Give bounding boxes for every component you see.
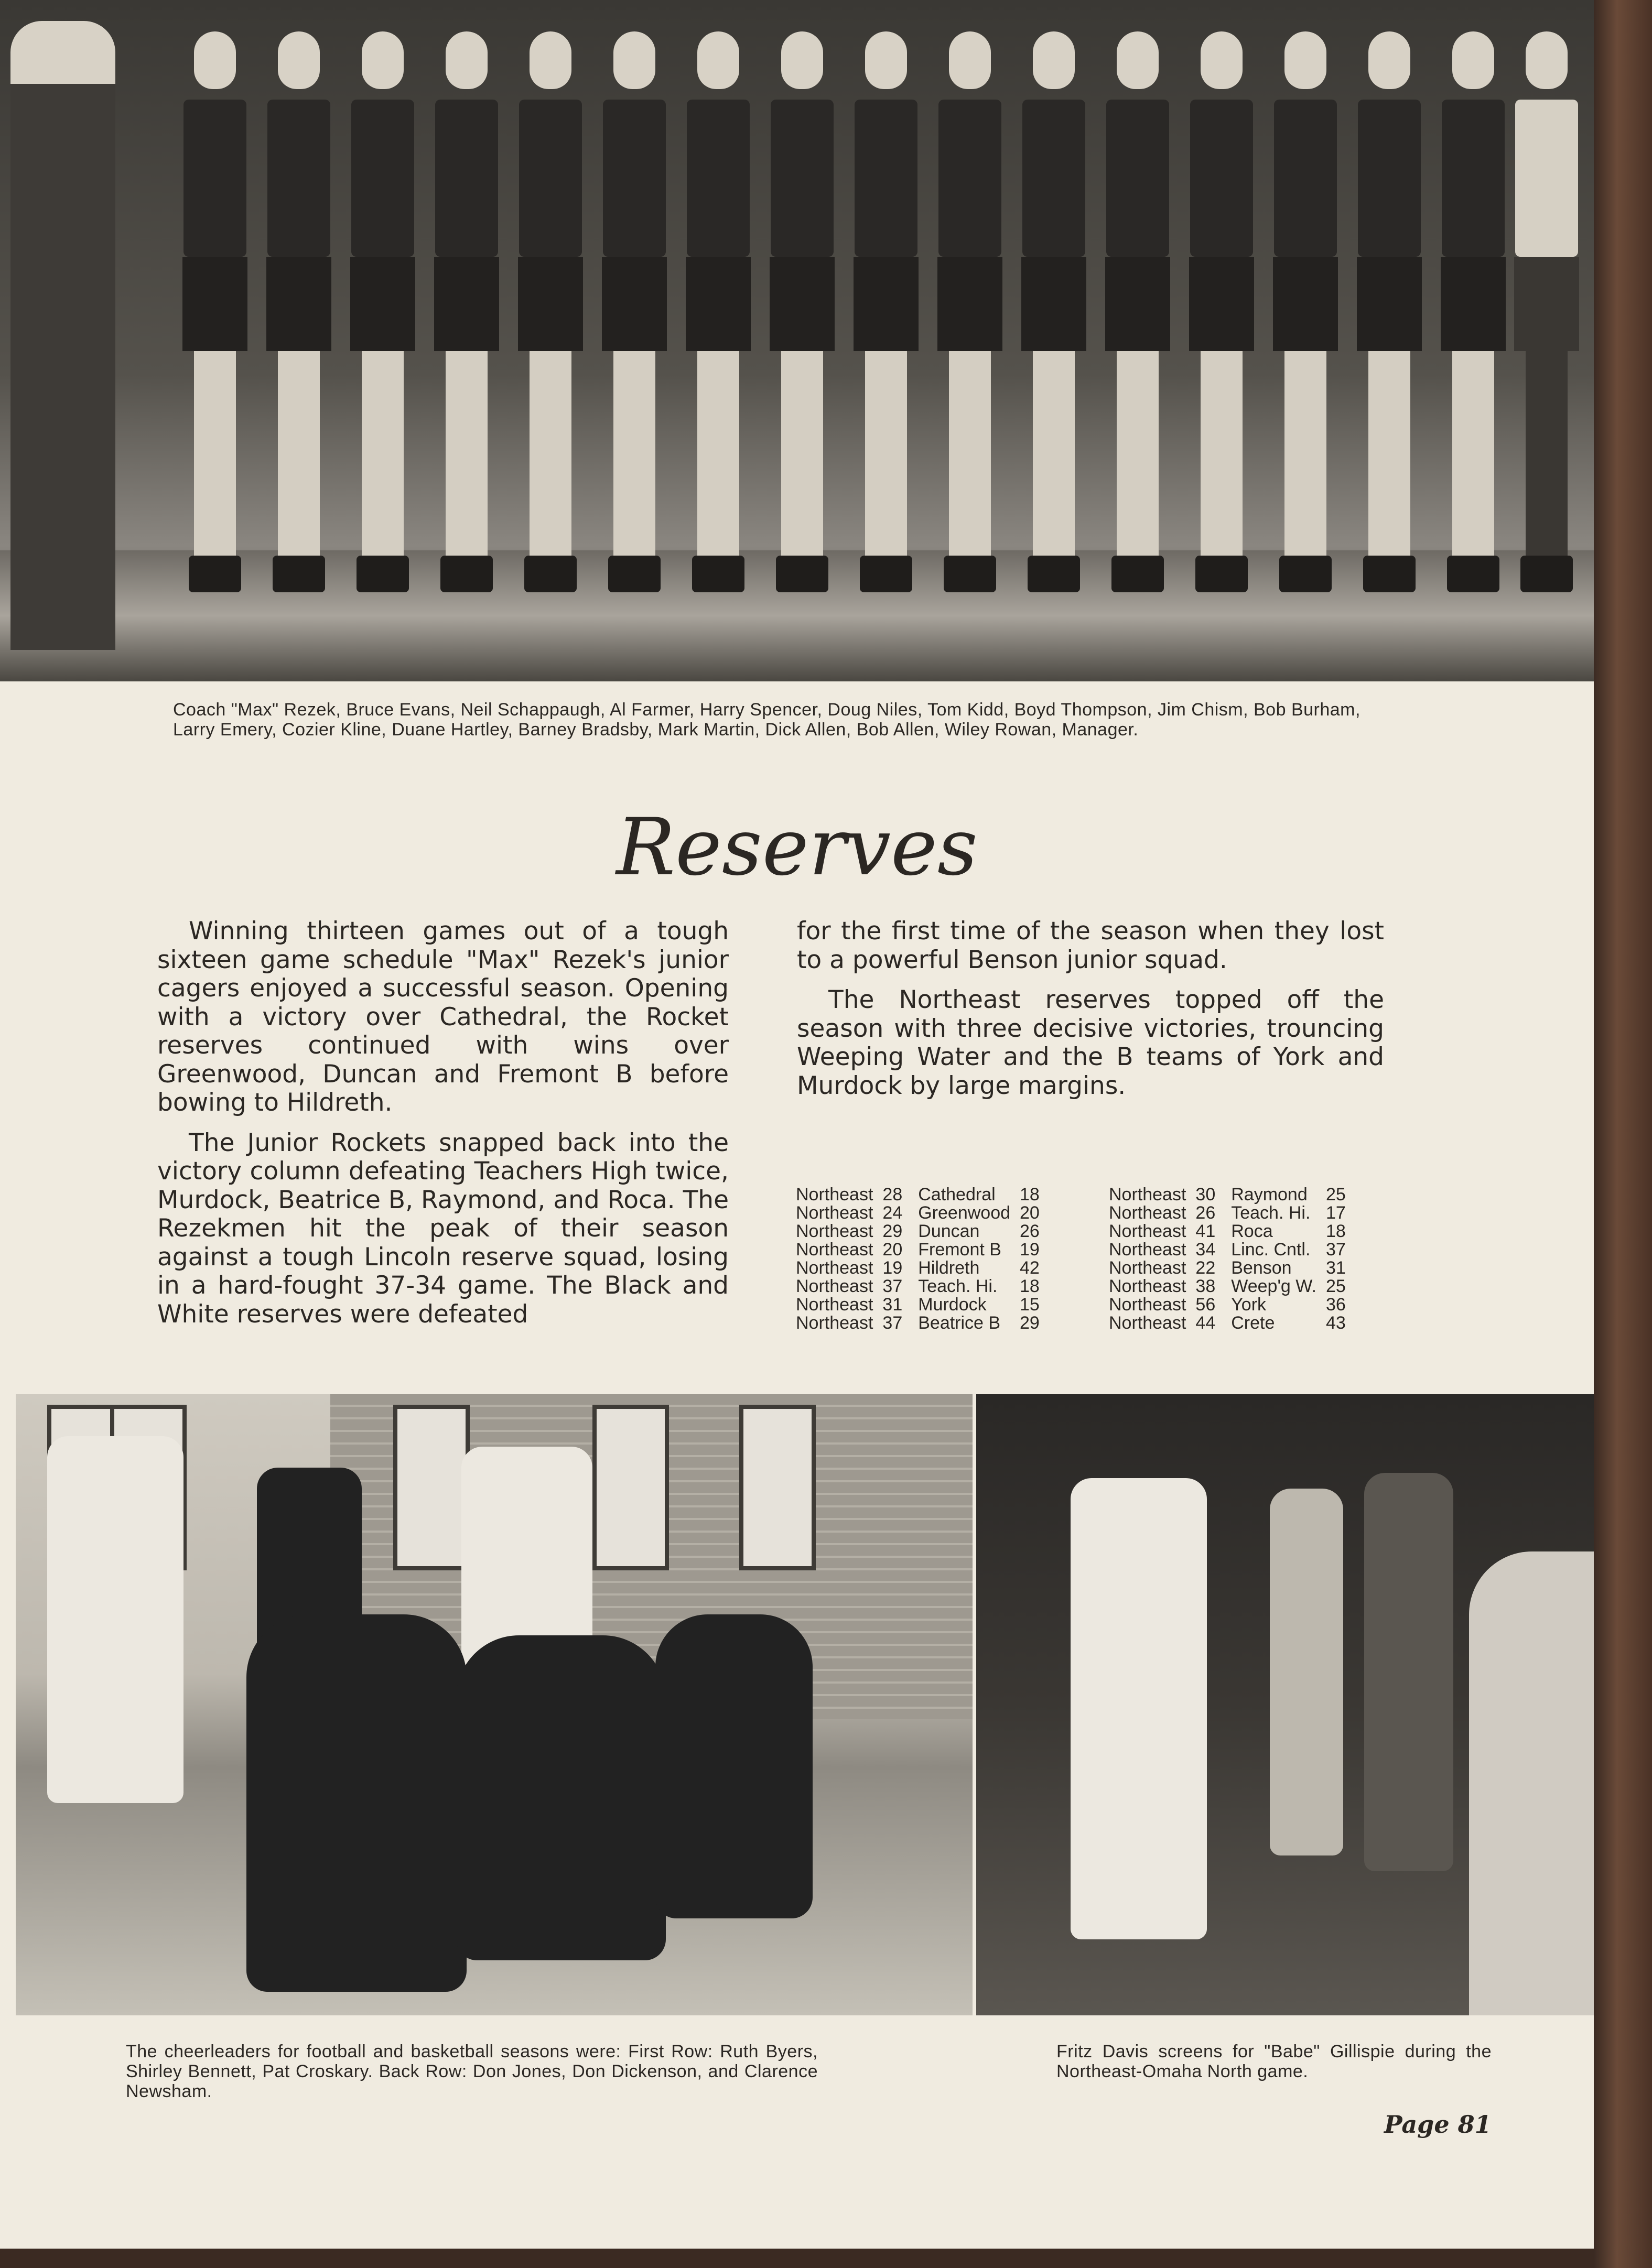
player-figure xyxy=(1353,31,1426,598)
team-score: 37 xyxy=(882,1313,903,1333)
team-name: Northeast xyxy=(796,1276,873,1296)
article-paragraph: The Junior Rockets snapped back into the victory column defeating Teachers High twice, Murdock, Beatrice B, Raymond, and Roca. The Rezekmen hit the peak of their season against a tough Lincoln reserve squad, losing in a hard-fought 37-34 game. The Black and White reserves were defeated xyxy=(157,1128,729,1329)
player-figure xyxy=(1364,1473,1453,1871)
score-table-right xyxy=(1109,1186,1346,1332)
team-name: Northeast xyxy=(796,1240,873,1260)
opponent-name: York xyxy=(1231,1295,1267,1315)
opponent-score: 17 xyxy=(1325,1203,1346,1223)
score-row xyxy=(1109,1277,1346,1296)
team-score: 29 xyxy=(882,1221,903,1241)
score-row xyxy=(796,1259,1040,1277)
team-name: Northeast xyxy=(1109,1276,1186,1296)
opponent-score: 42 xyxy=(1020,1258,1040,1278)
score-row xyxy=(796,1296,1040,1314)
player-figure xyxy=(1101,31,1174,598)
team-photo-caption: Coach "Max" Rezek, Bruce Evans, Neil Schappaugh, Al Farmer, Harry Spencer, Doug Niles, Tom Kidd, Boyd Thompson, Jim Chism, Bob Burham, Larry Emery, Cozier Kline, Duane Hartley, Barney Bradsby, Mark Martin, Dick Allen, Bob Allen, Wiley Rowan, Manager. xyxy=(173,700,1361,740)
team-name: Northeast xyxy=(1109,1221,1186,1241)
team-name: Northeast xyxy=(796,1185,873,1204)
book-binding xyxy=(1594,0,1652,2268)
opponent-score: 18 xyxy=(1325,1221,1346,1241)
window xyxy=(592,1405,669,1570)
opponent-name: Duncan xyxy=(918,1221,980,1241)
cheerleader-figure xyxy=(47,1436,183,1803)
opponent-score: 18 xyxy=(1020,1276,1040,1296)
team-score: 41 xyxy=(1195,1221,1216,1241)
page-edge xyxy=(0,2249,1594,2268)
team-name: Northeast xyxy=(1109,1185,1186,1204)
team-score: 30 xyxy=(1195,1185,1216,1204)
opponent-score: 25 xyxy=(1325,1185,1346,1204)
opponent-name: Roca xyxy=(1231,1221,1273,1241)
score-table xyxy=(1109,1186,1346,1332)
opponent-score: 29 xyxy=(1020,1313,1040,1333)
opponent-score: 15 xyxy=(1020,1295,1040,1315)
team-score: 31 xyxy=(882,1295,903,1315)
team-score: 20 xyxy=(882,1240,903,1260)
score-row xyxy=(1109,1259,1346,1277)
team-name: Northeast xyxy=(796,1203,873,1223)
team-score: 24 xyxy=(882,1203,903,1223)
cheerleaders-caption: The cheerleaders for football and basketball seasons were: First Row: Ruth Byers, Shirley Bennett, Pat Croskary. Back Row: Don Jones, Don Dickenson, and Clarence Newsham. xyxy=(126,2042,818,2102)
cheerleader-figure xyxy=(246,1614,467,1992)
player-figure xyxy=(1437,31,1510,598)
player-figure xyxy=(346,31,419,598)
article-paragraph: Winning thirteen games out of a tough sixteen game schedule "Max" Rezek's junior cagers enjoyed a successful season. Opening with a victory over Cathedral, the Rocket reserves continued with wins over Greenwood, Duncan and Fremont B before bowing to Hildreth. xyxy=(157,917,729,1117)
team-score: 44 xyxy=(1195,1313,1216,1333)
opponent-score: 37 xyxy=(1325,1240,1346,1260)
player-figure xyxy=(1185,31,1258,598)
article-paragraph: The Northeast reserves topped off the season with three decisive victories, trouncing Weeping Water and the B teams of York and Murdock by large margins. xyxy=(797,985,1384,1100)
opponent-name: Fremont B xyxy=(918,1240,1001,1260)
team-score: 34 xyxy=(1195,1240,1216,1260)
score-row xyxy=(1109,1204,1346,1222)
player-figure xyxy=(1017,31,1090,598)
score-row xyxy=(1109,1314,1346,1332)
opponent-score: 20 xyxy=(1020,1203,1040,1223)
player-figure xyxy=(178,31,252,598)
team-score: 38 xyxy=(1195,1276,1216,1296)
section-heading: Reserves xyxy=(616,802,978,893)
player-figure xyxy=(598,31,671,598)
player-figure xyxy=(1071,1478,1207,1939)
opponent-name: Murdock xyxy=(918,1295,987,1315)
window xyxy=(739,1405,816,1570)
player-figure xyxy=(262,31,336,598)
opponent-name: Weep'g W. xyxy=(1231,1276,1316,1296)
opponent-score: 19 xyxy=(1020,1240,1040,1260)
score-row xyxy=(1109,1222,1346,1241)
team-score: 56 xyxy=(1195,1295,1216,1315)
player-figure xyxy=(933,31,1007,598)
opponent-name: Beatrice B xyxy=(918,1313,1001,1333)
score-table xyxy=(796,1186,1040,1332)
score-table-left xyxy=(796,1186,1040,1332)
article-column-left xyxy=(157,917,729,1340)
opponent-name: Linc. Cntl. xyxy=(1231,1240,1311,1260)
player-figure xyxy=(849,31,923,598)
team-score: 22 xyxy=(1195,1258,1216,1278)
score-row xyxy=(796,1241,1040,1259)
team-name: Northeast xyxy=(1109,1313,1186,1333)
opponent-score: 25 xyxy=(1325,1276,1346,1296)
cheerleaders-photo xyxy=(16,1394,973,2015)
opponent-score: 31 xyxy=(1325,1258,1346,1278)
team-name: Northeast xyxy=(1109,1258,1186,1278)
game-action-photo xyxy=(976,1394,1596,2015)
team-score: 37 xyxy=(882,1276,903,1296)
player-figure xyxy=(1270,1489,1343,1855)
opponent-score: 36 xyxy=(1325,1295,1346,1315)
cheerleader-figure xyxy=(456,1635,666,1960)
team-name: Northeast xyxy=(796,1258,873,1278)
score-row xyxy=(1109,1186,1346,1204)
team-name: Northeast xyxy=(1109,1203,1186,1223)
opponent-score: 18 xyxy=(1020,1185,1040,1204)
opponent-name: Cathedral xyxy=(918,1185,996,1204)
article-paragraph: for the first time of the season when they lost to a powerful Benson junior squad. xyxy=(797,917,1384,974)
team-name: Northeast xyxy=(796,1313,873,1333)
player-figure xyxy=(514,31,587,598)
game-photo-caption: Fritz Davis screens for "Babe" Gillispie during the Northeast-Omaha North game. xyxy=(1056,2042,1492,2082)
team-name: Northeast xyxy=(796,1295,873,1315)
score-row xyxy=(796,1204,1040,1222)
score-row xyxy=(1109,1296,1346,1314)
opponent-name: Crete xyxy=(1231,1313,1275,1333)
team-name: Northeast xyxy=(796,1221,873,1241)
opponent-score: 43 xyxy=(1325,1313,1346,1333)
opponent-name: Greenwood xyxy=(918,1203,1011,1223)
opponent-score: 26 xyxy=(1020,1221,1040,1241)
page-number: Page 81 xyxy=(1384,2110,1492,2139)
team-photo xyxy=(0,0,1594,681)
player-figure xyxy=(1269,31,1342,598)
coach-figure xyxy=(10,21,115,650)
score-row xyxy=(796,1314,1040,1332)
score-row xyxy=(1109,1241,1346,1259)
player-figure xyxy=(765,31,839,598)
team-name: Northeast xyxy=(1109,1240,1186,1260)
opponent-name: Raymond xyxy=(1231,1185,1308,1204)
article-column-right xyxy=(797,917,1384,1112)
team-score: 26 xyxy=(1195,1203,1216,1223)
score-row xyxy=(796,1277,1040,1296)
player-figure xyxy=(682,31,755,598)
opponent-name: Teach. Hi. xyxy=(1231,1203,1311,1223)
score-row xyxy=(796,1222,1040,1241)
team-name: Northeast xyxy=(1109,1295,1186,1315)
score-row xyxy=(796,1186,1040,1204)
team-score: 28 xyxy=(882,1185,903,1204)
player-figure xyxy=(1469,1551,1596,2015)
opponent-name: Teach. Hi. xyxy=(918,1276,998,1296)
team-score: 19 xyxy=(882,1258,903,1278)
manager-figure xyxy=(1510,31,1583,598)
opponent-name: Benson xyxy=(1231,1258,1292,1278)
window xyxy=(393,1405,470,1570)
cheerleader-figure xyxy=(655,1614,813,1918)
player-figure xyxy=(430,31,503,598)
opponent-name: Hildreth xyxy=(918,1258,980,1278)
